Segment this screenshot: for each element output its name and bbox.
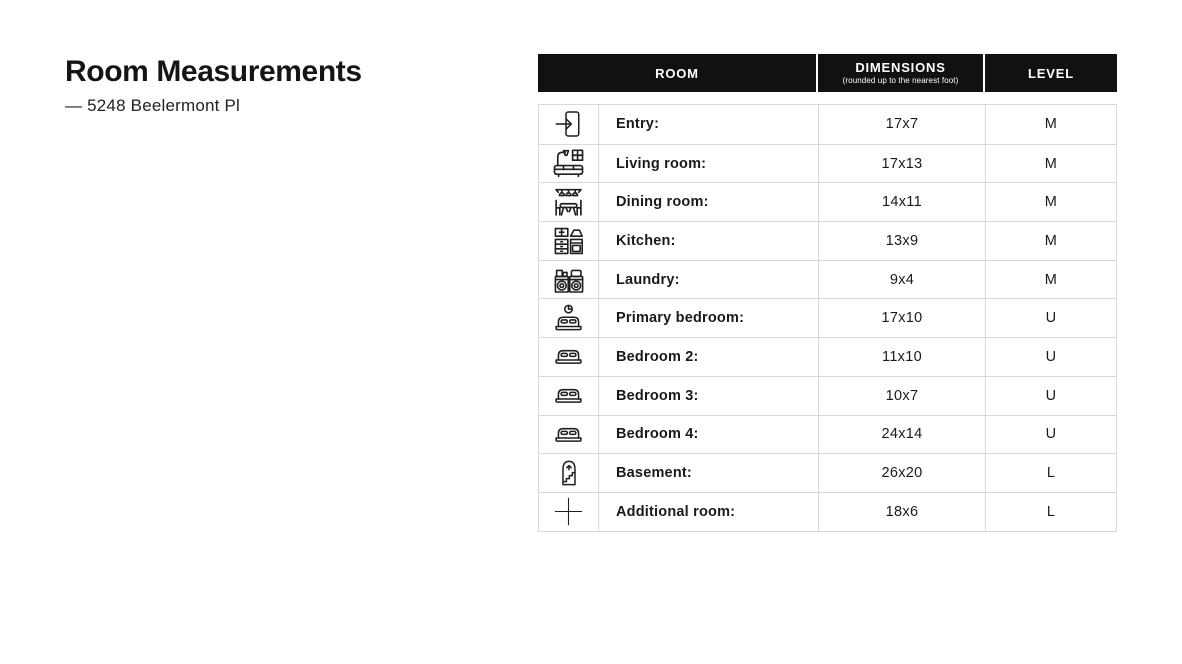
column-header-room: ROOM <box>538 54 816 92</box>
page-title: Room Measurements <box>65 55 362 88</box>
room-level: U <box>1045 426 1057 443</box>
entry-door-icon <box>554 109 584 139</box>
dimensions-header-note: (rounded up to the nearest foot) <box>842 75 959 85</box>
room-level: L <box>1046 465 1056 482</box>
room-name: Basement: <box>599 454 819 492</box>
table-row-basement <box>539 453 1116 492</box>
title-block <box>65 56 362 116</box>
room-level: M <box>1044 194 1058 211</box>
basement-stairs-icon <box>554 457 584 489</box>
page-subtitle: — 5248 Beelermont Pl <box>65 95 241 115</box>
table-row-bedroom-4 <box>539 415 1116 454</box>
room-dimensions: 13x9 <box>819 222 986 260</box>
table-row-bedroom-3 <box>539 376 1116 415</box>
table-row-primary-bedroom <box>539 298 1116 337</box>
bed-icon <box>553 380 584 411</box>
room-name: Kitchen: <box>599 222 819 260</box>
dimensions-header-label: DIMENSIONS <box>855 59 946 75</box>
bed-icon <box>553 419 584 450</box>
room-name: Bedroom 2: <box>599 338 819 376</box>
table-row-kitchen <box>539 221 1116 260</box>
table-row-bedroom-2 <box>539 337 1116 376</box>
room-dimensions: 17x10 <box>819 299 986 337</box>
room-level: M <box>1044 155 1058 172</box>
plus-icon <box>552 495 585 528</box>
dining-table-icon <box>552 186 585 219</box>
room-dimensions: 24x14 <box>819 416 986 454</box>
room-dimensions: 26x20 <box>819 454 986 492</box>
room-dimensions: 17x13 <box>819 145 986 183</box>
room-dimensions: 9x4 <box>819 261 986 299</box>
room-name: Bedroom 3: <box>599 377 819 415</box>
table-body <box>538 104 1117 532</box>
room-level: U <box>1045 310 1057 327</box>
room-name: Dining room: <box>599 183 819 221</box>
room-measurements-table <box>538 54 1117 532</box>
room-dimensions: 11x10 <box>819 338 986 376</box>
bed-icon <box>553 341 584 372</box>
table-row-entry <box>539 105 1116 144</box>
room-level: M <box>1044 232 1058 249</box>
table-row-additional-room <box>539 492 1116 531</box>
room-level: L <box>1046 503 1056 520</box>
room-level: U <box>1045 387 1057 404</box>
table-row-laundry <box>539 260 1116 299</box>
room-dimensions: 17x7 <box>819 105 986 144</box>
table-header-row <box>538 54 1117 92</box>
room-name: Laundry: <box>599 261 819 299</box>
washer-dryer-icon <box>553 264 585 296</box>
room-name: Entry: <box>599 105 819 144</box>
table-row-dining-room <box>539 182 1116 221</box>
bed-clock-icon <box>553 302 584 334</box>
room-level: U <box>1045 348 1057 365</box>
room-name: Bedroom 4: <box>599 416 819 454</box>
room-dimensions: 10x7 <box>819 377 986 415</box>
room-name: Primary bedroom: <box>599 299 819 337</box>
sofa-icon <box>552 147 585 180</box>
room-name: Additional room: <box>599 493 819 531</box>
room-level: M <box>1044 271 1058 288</box>
table-row-living-room <box>539 144 1116 183</box>
column-header-dimensions <box>818 54 983 92</box>
column-header-level: LEVEL <box>985 54 1117 92</box>
room-level: M <box>1044 116 1058 133</box>
kitchen-appliances-icon <box>553 225 585 257</box>
room-dimensions: 14x11 <box>819 183 986 221</box>
room-dimensions: 18x6 <box>819 493 986 531</box>
room-name: Living room: <box>599 145 819 183</box>
